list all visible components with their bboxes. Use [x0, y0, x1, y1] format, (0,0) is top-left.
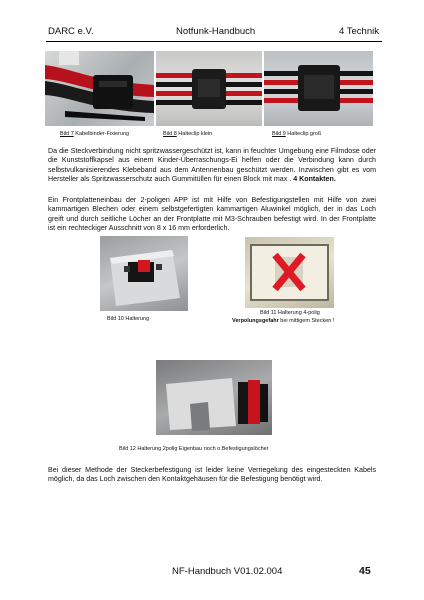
- footer-document-version: NF-Handbuch V01.02.004: [172, 566, 283, 577]
- paragraph-locking-note: Bei dieser Methode der Steckerbefestigung ist leider keine Verriegelung des eingesteckten Kabels möglich, da das Loch zwischen den Kontaktgehäusen für die Befestigung benötigt wird.: [48, 466, 376, 484]
- photo-clip-large: [264, 51, 373, 126]
- header-chapter: 4 Technik: [339, 26, 379, 37]
- caption-bild-8: Bild 8 Halteclip klein: [163, 131, 213, 137]
- header-rule: [46, 41, 382, 42]
- caption-bild-7: Bild 7 Kabelbinder-Fixierung: [60, 131, 130, 137]
- photo-bracket-4-pole: [245, 237, 334, 308]
- photo-bracket: [100, 236, 188, 311]
- header-title: Notfunk-Handbuch: [176, 26, 256, 37]
- paragraph-splash-protection: Da die Steckverbindung nicht spritzwassergeschützt ist, kann in feuchter Umgebung eine Filmdose oder die Kunststoffkapsel aus einem Kinder-Überraschungs-Ei helfen oder die Verbindung kann durch selbstvulkanisierendes Klebeband aus dem Antennenbau geschützt werden. Inzwischen gibt es vom Hersteller als Spritzwasserschutz auch Gummitüllen für einen Block mit max . 4 Kontakten.: [48, 147, 376, 183]
- photo-clip-small: [156, 51, 262, 126]
- caption-bild-10: Bild 10 Halterung: [107, 316, 150, 322]
- footer-page-number: 45: [359, 565, 371, 577]
- paragraph-front-panel-mounting: Ein Frontplatteneinbau der 2-poligen APP ist mit Hilfe von Befestigungstellen mit Hilfe von zwei kammartigen Blechen oder einem selbstgefertigten kammartigen Aluwinkel möglich, der in das Loch greift und durch seitliche Löcher an der Frontplatte mit M3-Schrauben befestigt wird. In der Frontplatte ist ein rechteckiger Ausschnitt von 8 x 16 mm erforderlich.: [48, 196, 376, 232]
- caption-bild-12: Bild 12 Halterung 2polig Eigenbau noch o.Befestigungslöcher: [119, 446, 269, 452]
- photo-cable-tie-fixation: [45, 51, 154, 126]
- caption-bild-11-line1: Bild 11 Halterung 4-polig: [260, 310, 320, 316]
- header-organization: DARC e.V.: [48, 26, 94, 37]
- caption-bild-9: Bild 9 Halteclip groß: [272, 131, 322, 137]
- caption-bild-11-line2: Verpolungsgefahr bei mittigem Stecken !: [232, 318, 335, 324]
- photo-homemade-bracket: [156, 360, 272, 435]
